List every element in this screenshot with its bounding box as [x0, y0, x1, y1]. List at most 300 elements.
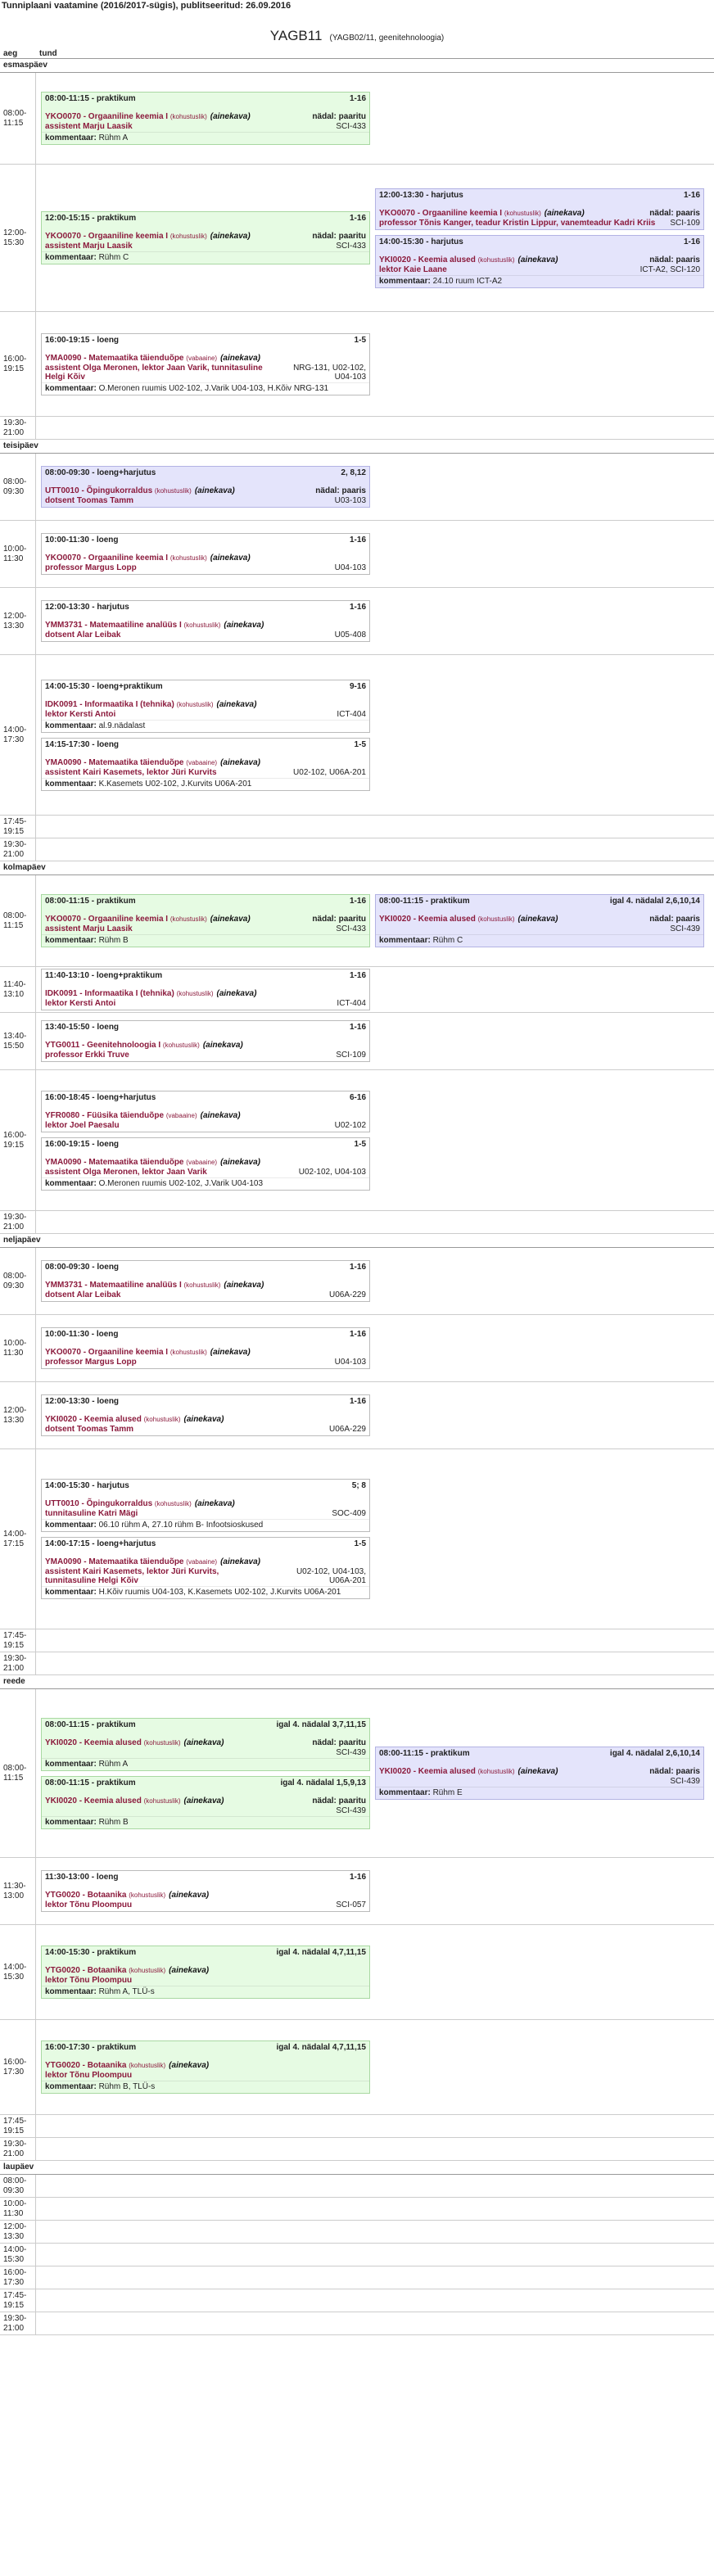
course-syllabus-link[interactable]: (ainekava): [216, 699, 257, 709]
class-time: 16:00-18:45 - loeng+harjutus: [45, 1092, 156, 1102]
lane: [41, 457, 370, 517]
course-syllabus-link[interactable]: (ainekava): [183, 1738, 224, 1747]
course-link[interactable]: YKI0020 - Keemia alused: [379, 915, 478, 924]
teacher-link[interactable]: dotsent Toomas Tamm: [45, 1425, 133, 1434]
class-time: 14:00-17:15 - loeng+harjutus: [45, 1539, 156, 1548]
course-syllabus-link[interactable]: (ainekava): [517, 1767, 558, 1776]
class-card[interactable]: [41, 533, 370, 575]
teacher-row: [42, 1566, 369, 1586]
time-slot: 17:45- 19:15: [0, 2289, 36, 2312]
course-link[interactable]: IDK0091 - Informaatika I (tehnika): [45, 989, 177, 998]
course-syllabus-link[interactable]: (ainekava): [220, 353, 261, 363]
time-slot: 19:30- 21:00: [0, 2138, 36, 2160]
course-row: [42, 485, 369, 495]
class-card[interactable]: [41, 1718, 370, 1771]
comment-label: kommentaar:: [379, 276, 433, 286]
course-syllabus-link[interactable]: (ainekava): [183, 1415, 224, 1424]
class-comment: [376, 1787, 703, 1798]
course-link[interactable]: YKO0070 - Orgaaniline keemia I: [45, 1348, 170, 1357]
time-row: [0, 655, 714, 816]
class-card[interactable]: [41, 2040, 370, 2094]
time-slot: 08:00- 09:30: [0, 1248, 36, 1314]
card-header: [376, 895, 703, 908]
group-code: YAGB11: [269, 28, 323, 43]
lanes: [36, 1211, 714, 1233]
course-link[interactable]: YKI0020 - Keemia alused: [45, 1738, 144, 1747]
card-header: [42, 1328, 369, 1341]
lanes: [36, 1070, 714, 1210]
class-card[interactable]: [375, 1747, 704, 1800]
lane: [41, 2178, 370, 2194]
lanes: [36, 2020, 714, 2114]
course-row: [42, 1039, 369, 1050]
class-card[interactable]: [375, 894, 704, 947]
course-link[interactable]: YMA0090 - Matemaatika täienduõpe: [45, 1557, 187, 1566]
room: U04-103: [334, 563, 366, 572]
time-slot: 11:40- 13:10: [0, 967, 36, 1012]
class-comment: [42, 778, 369, 789]
room: SCI-109: [336, 1051, 366, 1060]
course-syllabus-link[interactable]: (ainekava): [224, 1281, 264, 1290]
time-row: [0, 2115, 714, 2138]
course-syllabus-link[interactable]: (ainekava): [194, 1499, 235, 1508]
class-card[interactable]: [41, 333, 370, 395]
teacher-link[interactable]: lektor Tõnu Ploompuu: [45, 1976, 133, 1985]
time-row: [0, 1652, 714, 1675]
time-row: [0, 2312, 714, 2335]
room: U04-103: [334, 1358, 366, 1367]
course-link[interactable]: YKO0070 - Orgaaniline keemia I: [379, 208, 504, 218]
comment-text: Rühm A: [98, 133, 129, 142]
teacher-link[interactable]: professor Margus Lopp: [45, 563, 137, 572]
course-info: [45, 1041, 243, 1050]
course-kind: (kohustuslik): [143, 1738, 181, 1747]
class-time: 08:00-11:15 - praktikum: [45, 1778, 136, 1787]
comment-label: kommentaar:: [45, 936, 99, 945]
card-header: [42, 1719, 369, 1732]
room: [363, 1976, 366, 1985]
course-link[interactable]: YTG0020 - Botaanika: [45, 2061, 129, 2070]
card-header: [42, 680, 369, 694]
teacher-link[interactable]: tunnitasuline Katri Mägi: [45, 1509, 138, 1518]
class-weeks: 9-16: [349, 681, 366, 691]
course-info: [45, 354, 260, 363]
class-weeks: 1-5: [354, 335, 366, 345]
teacher-link[interactable]: professor Erkki Truve: [45, 1051, 129, 1060]
lane: [41, 1656, 370, 1671]
class-comment: [42, 1986, 369, 1997]
class-time: 08:00-11:15 - praktikum: [45, 897, 136, 906]
class-card[interactable]: [41, 680, 370, 733]
time-row: [0, 1629, 714, 1652]
class-weeks: igal 4. nädalal 1,5,9,13: [280, 1778, 366, 1787]
lane: [375, 1692, 704, 1854]
lane: [41, 1214, 370, 1230]
teacher-link[interactable]: assistent Kairi Kasemets, lektor Jüri Kurvits, tunnitasuline Helgi Kõiv: [45, 1567, 219, 1585]
course-link[interactable]: YKO0070 - Orgaaniline keemia I: [45, 232, 170, 241]
course-syllabus-link[interactable]: (ainekava): [200, 1110, 241, 1120]
time-slot: 19:30- 21:00: [0, 2312, 36, 2334]
course-info: [45, 1966, 209, 1975]
time-row: [0, 838, 714, 861]
course-row: [42, 1498, 369, 1508]
lanes: [36, 1013, 714, 1069]
class-comment: [42, 1586, 369, 1598]
room: SOC-409: [332, 1509, 366, 1518]
teacher-row: [42, 630, 369, 640]
week-parity: nädal: paaritu: [312, 915, 366, 924]
comment-label: kommentaar:: [45, 1987, 99, 1996]
lanes: [36, 165, 714, 311]
class-card[interactable]: [41, 1537, 370, 1599]
course-link[interactable]: UTT0010 - Õpingukorraldus: [45, 1499, 155, 1508]
lanes: [36, 417, 714, 439]
class-card[interactable]: [41, 466, 370, 508]
comment-text: al.9.nädalast: [98, 721, 146, 730]
time-slot: 14:00- 17:15: [0, 1449, 36, 1629]
course-syllabus-link[interactable]: (ainekava): [544, 208, 585, 218]
class-time: 16:00-17:30 - praktikum: [45, 2043, 137, 2052]
class-card[interactable]: [41, 738, 370, 791]
teacher-link[interactable]: dotsent Alar Leibak: [45, 1290, 121, 1299]
class-card[interactable]: [41, 1479, 370, 1532]
course-link[interactable]: YKO0070 - Orgaaniline keemia I: [45, 554, 170, 563]
teacher-row: [376, 264, 703, 275]
teacher-link[interactable]: lektor Tõnu Ploompuu: [45, 1900, 133, 1909]
teacher-row: [42, 1167, 369, 1177]
class-card[interactable]: [375, 235, 704, 288]
card-header: [376, 1747, 703, 1760]
teacher-row: [42, 1747, 369, 1758]
course-row: [42, 111, 369, 121]
lanes: [36, 967, 714, 1012]
course-link[interactable]: YMA0090 - Matemaatika täienduõpe: [45, 1157, 187, 1167]
time-slot: 12:00- 15:30: [0, 165, 36, 311]
course-kind: (kohustuslik): [154, 487, 192, 495]
class-card[interactable]: [41, 1946, 370, 1999]
card-header: [42, 1538, 369, 1551]
day-header: esmaspäev: [0, 59, 714, 73]
lanes: [36, 2115, 714, 2137]
class-card[interactable]: [41, 1137, 370, 1191]
lane: [41, 168, 370, 308]
comment-text: Rühm B: [98, 1817, 129, 1827]
class-time: 10:00-11:30 - loeng: [45, 536, 119, 545]
time-row: [0, 588, 714, 655]
time-slot: 10:00- 11:30: [0, 2198, 36, 2220]
class-card[interactable]: [41, 969, 370, 1010]
class-comment: [42, 1519, 369, 1530]
room: ICT-404: [337, 709, 366, 719]
time-row: [0, 1925, 714, 2020]
course-row: [376, 913, 703, 924]
lane: [375, 879, 704, 963]
class-weeks: 1-16: [349, 897, 366, 906]
time-slot: 14:00- 15:30: [0, 2244, 36, 2266]
time-slot: 17:45- 19:15: [0, 2115, 36, 2137]
class-weeks: 1-5: [354, 1539, 366, 1548]
teacher-link[interactable]: assistent Kairi Kasemets, lektor Jüri Kurvits: [45, 767, 217, 777]
day-header: reede: [0, 1675, 714, 1689]
card-header: [42, 1395, 369, 1408]
class-weeks: 5; 8: [351, 1481, 366, 1490]
room: SCI-433: [336, 242, 366, 251]
course-syllabus-link[interactable]: (ainekava): [220, 1557, 261, 1566]
lane: [41, 658, 370, 811]
class-comment: [42, 720, 369, 731]
course-link[interactable]: YKI0020 - Keemia alused: [379, 255, 478, 264]
course-link[interactable]: YKI0020 - Keemia alused: [45, 1796, 144, 1805]
class-card[interactable]: [375, 188, 704, 230]
course-link[interactable]: YFR0080 - Füüsika täienduõpe: [45, 1110, 166, 1120]
teacher-link[interactable]: assistent Olga Meronen, lektor Jaan Varik, tunnitasuline Helgi Kõiv: [45, 363, 263, 382]
teacher-row: [42, 924, 369, 934]
course-link[interactable]: YKI0020 - Keemia alused: [45, 1415, 144, 1424]
course-syllabus-link[interactable]: (ainekava): [210, 232, 251, 241]
teacher-link[interactable]: lektor Kaie Laane: [379, 264, 447, 274]
course-syllabus-link[interactable]: (ainekava): [194, 486, 235, 495]
class-card[interactable]: [41, 1327, 370, 1369]
course-syllabus-link[interactable]: (ainekava): [210, 1348, 251, 1357]
class-comment: [42, 1816, 369, 1828]
time-slot: 16:00- 19:15: [0, 1070, 36, 1210]
class-card[interactable]: [41, 1394, 370, 1436]
class-weeks: 1-16: [349, 603, 366, 612]
time-slot: 08:00- 11:15: [0, 1689, 36, 1857]
course-info: [379, 915, 558, 924]
course-row: [42, 1964, 369, 1975]
class-card[interactable]: [41, 211, 370, 264]
course-kind: (kohustuslik): [169, 915, 207, 923]
comment-label: kommentaar:: [45, 2082, 99, 2091]
time-row: [0, 875, 714, 967]
class-time: 14:00-15:30 - harjutus: [379, 237, 463, 246]
course-info: [45, 1415, 224, 1424]
lane: [41, 2118, 370, 2134]
card-header: [42, 739, 369, 752]
room: SCI-057: [336, 1900, 366, 1909]
course-link[interactable]: YKI0020 - Keemia alused: [379, 1767, 478, 1776]
teacher-row: [42, 1120, 369, 1131]
lanes: [36, 838, 714, 861]
week-parity: nädal: paaris: [649, 208, 700, 218]
comment-label: kommentaar:: [45, 779, 99, 789]
room: ICT-404: [337, 999, 366, 1008]
class-card[interactable]: [41, 92, 370, 145]
comment-label: kommentaar:: [45, 1521, 99, 1530]
course-syllabus-link[interactable]: (ainekava): [210, 112, 251, 121]
course-link[interactable]: YKO0070 - Orgaaniline keemia I: [45, 112, 170, 121]
teacher-link[interactable]: lektor Kersti Antoi: [45, 709, 116, 719]
card-header: [42, 93, 369, 106]
course-syllabus-link[interactable]: (ainekava): [517, 915, 558, 924]
class-weeks: 1-5: [354, 1139, 366, 1149]
course-kind: (vabaaine): [186, 354, 218, 362]
week-parity: nädal: paaritu: [312, 1738, 366, 1747]
class-weeks: 1-16: [349, 94, 366, 103]
time-row: [0, 1382, 714, 1449]
lanes: [36, 1652, 714, 1674]
time-row: [0, 967, 714, 1013]
course-info: [379, 255, 558, 264]
class-weeks: igal 4. nädalal 4,7,11,15: [276, 2043, 366, 2052]
teacher-row: [42, 1975, 369, 1986]
card-header: [42, 1138, 369, 1151]
class-time: 16:00-19:15 - loeng: [45, 335, 120, 345]
week-parity: nädal: paaritu: [312, 112, 366, 121]
room: U02-102: [334, 1120, 366, 1130]
comment-text: Rühm C: [98, 253, 129, 262]
teacher-link[interactable]: lektor Tõnu Ploompuu: [45, 2071, 133, 2080]
class-card[interactable]: [41, 1776, 370, 1829]
class-time: 14:00-15:30 - harjutus: [45, 1481, 129, 1490]
course-syllabus-link[interactable]: (ainekava): [169, 1891, 210, 1900]
teacher-row: [376, 924, 703, 934]
teacher-row: [42, 1424, 369, 1435]
lane: [41, 2293, 370, 2308]
class-card[interactable]: [41, 600, 370, 642]
class-card[interactable]: [41, 1091, 370, 1132]
teacher-link[interactable]: assistent Olga Meronen, lektor Jaan Varik: [45, 1167, 207, 1177]
course-link[interactable]: YTG0011 - Geenitehnoloogia I: [45, 1041, 163, 1050]
teacher-link[interactable]: professor Tõnis Kanger, teadur Kristin Lippur, vanemteadur Kadri Kriis: [379, 218, 656, 228]
class-weeks: 1-16: [349, 1330, 366, 1339]
time-slot: 19:30- 21:00: [0, 1211, 36, 1233]
course-syllabus-link[interactable]: (ainekava): [169, 1966, 210, 1975]
course-row: [42, 619, 369, 630]
course-syllabus-link[interactable]: (ainekava): [183, 1796, 224, 1805]
course-link[interactable]: YMM3731 - Matemaatiline analüüs I: [45, 621, 184, 630]
course-link[interactable]: YMA0090 - Matemaatika täienduõpe: [45, 353, 187, 363]
time-row: [0, 521, 714, 588]
course-info: [45, 621, 264, 630]
teacher-link[interactable]: lektor Joel Paesalu: [45, 1120, 120, 1130]
time-slot: 12:00- 13:30: [0, 1382, 36, 1448]
time-row: [0, 2138, 714, 2161]
teacher-link[interactable]: dotsent Toomas Tamm: [45, 496, 133, 505]
room: U06A-229: [328, 1425, 366, 1434]
lane: [41, 2023, 370, 2111]
comment-label: kommentaar:: [379, 936, 433, 945]
course-row: [376, 1765, 703, 1776]
course-syllabus-link[interactable]: (ainekava): [220, 1157, 261, 1167]
course-info: [45, 1738, 224, 1747]
class-comment: [42, 2081, 369, 2092]
course-kind: (vabaaine): [186, 1158, 218, 1166]
time-slot: 13:40- 15:50: [0, 1013, 36, 1069]
teacher-link[interactable]: lektor Kersti Antoi: [45, 999, 116, 1008]
course-syllabus-link[interactable]: (ainekava): [210, 915, 251, 924]
card-header: [42, 212, 369, 225]
course-syllabus-link[interactable]: (ainekava): [210, 554, 251, 563]
class-card[interactable]: [41, 1260, 370, 1302]
course-link[interactable]: YTG0020 - Botaanika: [45, 1891, 129, 1900]
lanes: [36, 2312, 714, 2334]
lane: [41, 1073, 370, 1207]
course-kind: (kohustuslik): [183, 1281, 221, 1289]
teacher-link[interactable]: dotsent Alar Leibak: [45, 630, 121, 639]
class-weeks: 2, 8,12: [341, 468, 366, 477]
room: U02-102, U04-103: [298, 1167, 366, 1177]
time-row: [0, 1449, 714, 1629]
lane: [41, 315, 370, 413]
course-link[interactable]: YMA0090 - Matemaatika täienduõpe: [45, 757, 187, 767]
lane: [41, 842, 370, 857]
group-subtitle: (YAGB02/11, geenitehnoloogia): [329, 34, 445, 43]
class-time: 08:00-11:15 - praktikum: [45, 94, 136, 103]
lane: [41, 1453, 370, 1625]
class-card[interactable]: [41, 1870, 370, 1912]
lane: [41, 1928, 370, 2016]
teacher-row: [376, 1776, 703, 1787]
teacher-link[interactable]: professor Margus Lopp: [45, 1358, 137, 1367]
course-info: [45, 2061, 209, 2070]
time-row: [0, 1013, 714, 1070]
course-syllabus-link[interactable]: (ainekava): [224, 621, 264, 630]
course-syllabus-link[interactable]: (ainekava): [216, 989, 257, 998]
course-row: [42, 552, 369, 563]
course-syllabus-link[interactable]: (ainekava): [517, 255, 558, 264]
teacher-link[interactable]: assistent Marju Laasik: [45, 242, 133, 251]
course-link[interactable]: YKO0070 - Orgaaniline keemia I: [45, 915, 170, 924]
course-info: [45, 486, 235, 495]
card-header: [42, 2041, 369, 2054]
class-time: 14:15-17:30 - loeng: [45, 739, 120, 749]
comment-label: kommentaar:: [45, 253, 99, 262]
teacher-link[interactable]: assistent Marju Laasik: [45, 122, 133, 131]
course-link[interactable]: IDK0091 - Informaatika I (tehnika): [45, 699, 177, 709]
course-link[interactable]: UTT0010 - Õpingukorraldus: [45, 486, 155, 495]
class-weeks: igal 4. nädalal 3,7,11,15: [276, 1720, 366, 1729]
class-time: 13:40-15:50 - loeng: [45, 1023, 120, 1032]
course-info: [45, 700, 256, 709]
course-info: [45, 1796, 224, 1805]
course-kind: (kohustuslik): [129, 2062, 166, 2069]
lanes: [36, 2244, 714, 2266]
course-syllabus-link[interactable]: (ainekava): [202, 1041, 243, 1050]
card-header: [42, 534, 369, 547]
course-syllabus-link[interactable]: (ainekava): [169, 2061, 210, 2070]
course-kind: (kohustuslik): [169, 113, 207, 120]
teacher-row: [42, 1900, 369, 1910]
comment-label: kommentaar:: [379, 1788, 433, 1797]
comment-label: kommentaar:: [45, 1817, 99, 1827]
comment-text: K.Kasemets U02-102, J.Kurvits U06A-201: [98, 779, 252, 789]
room: U03-103: [334, 496, 366, 505]
course-link[interactable]: YMM3731 - Matemaatiline analüüs I: [45, 1281, 184, 1290]
day-header: neljapäev: [0, 1234, 714, 1248]
course-row: [42, 1889, 369, 1900]
course-row: [42, 230, 369, 241]
lane: [41, 819, 370, 834]
room: U05-408: [334, 630, 366, 639]
comment-label: kommentaar:: [45, 133, 99, 142]
comment-text: Rühm B, TLÜ-s: [98, 2082, 156, 2091]
day-header: laupäev: [0, 2161, 714, 2175]
teacher-link[interactable]: assistent Marju Laasik: [45, 924, 133, 933]
class-comment: [376, 934, 703, 946]
class-weeks: igal 4. nädalal 2,6,10,14: [609, 1749, 700, 1758]
time-row: [0, 2289, 714, 2312]
class-card[interactable]: [41, 1020, 370, 1062]
class-card[interactable]: [41, 894, 370, 947]
course-kind: (kohustuslik): [477, 915, 515, 923]
course-link[interactable]: YTG0020 - Botaanika: [45, 1966, 129, 1975]
course-syllabus-link[interactable]: (ainekava): [220, 757, 261, 767]
room: [363, 2071, 366, 2080]
time-row: [0, 2221, 714, 2244]
class-comment: [42, 1758, 369, 1769]
